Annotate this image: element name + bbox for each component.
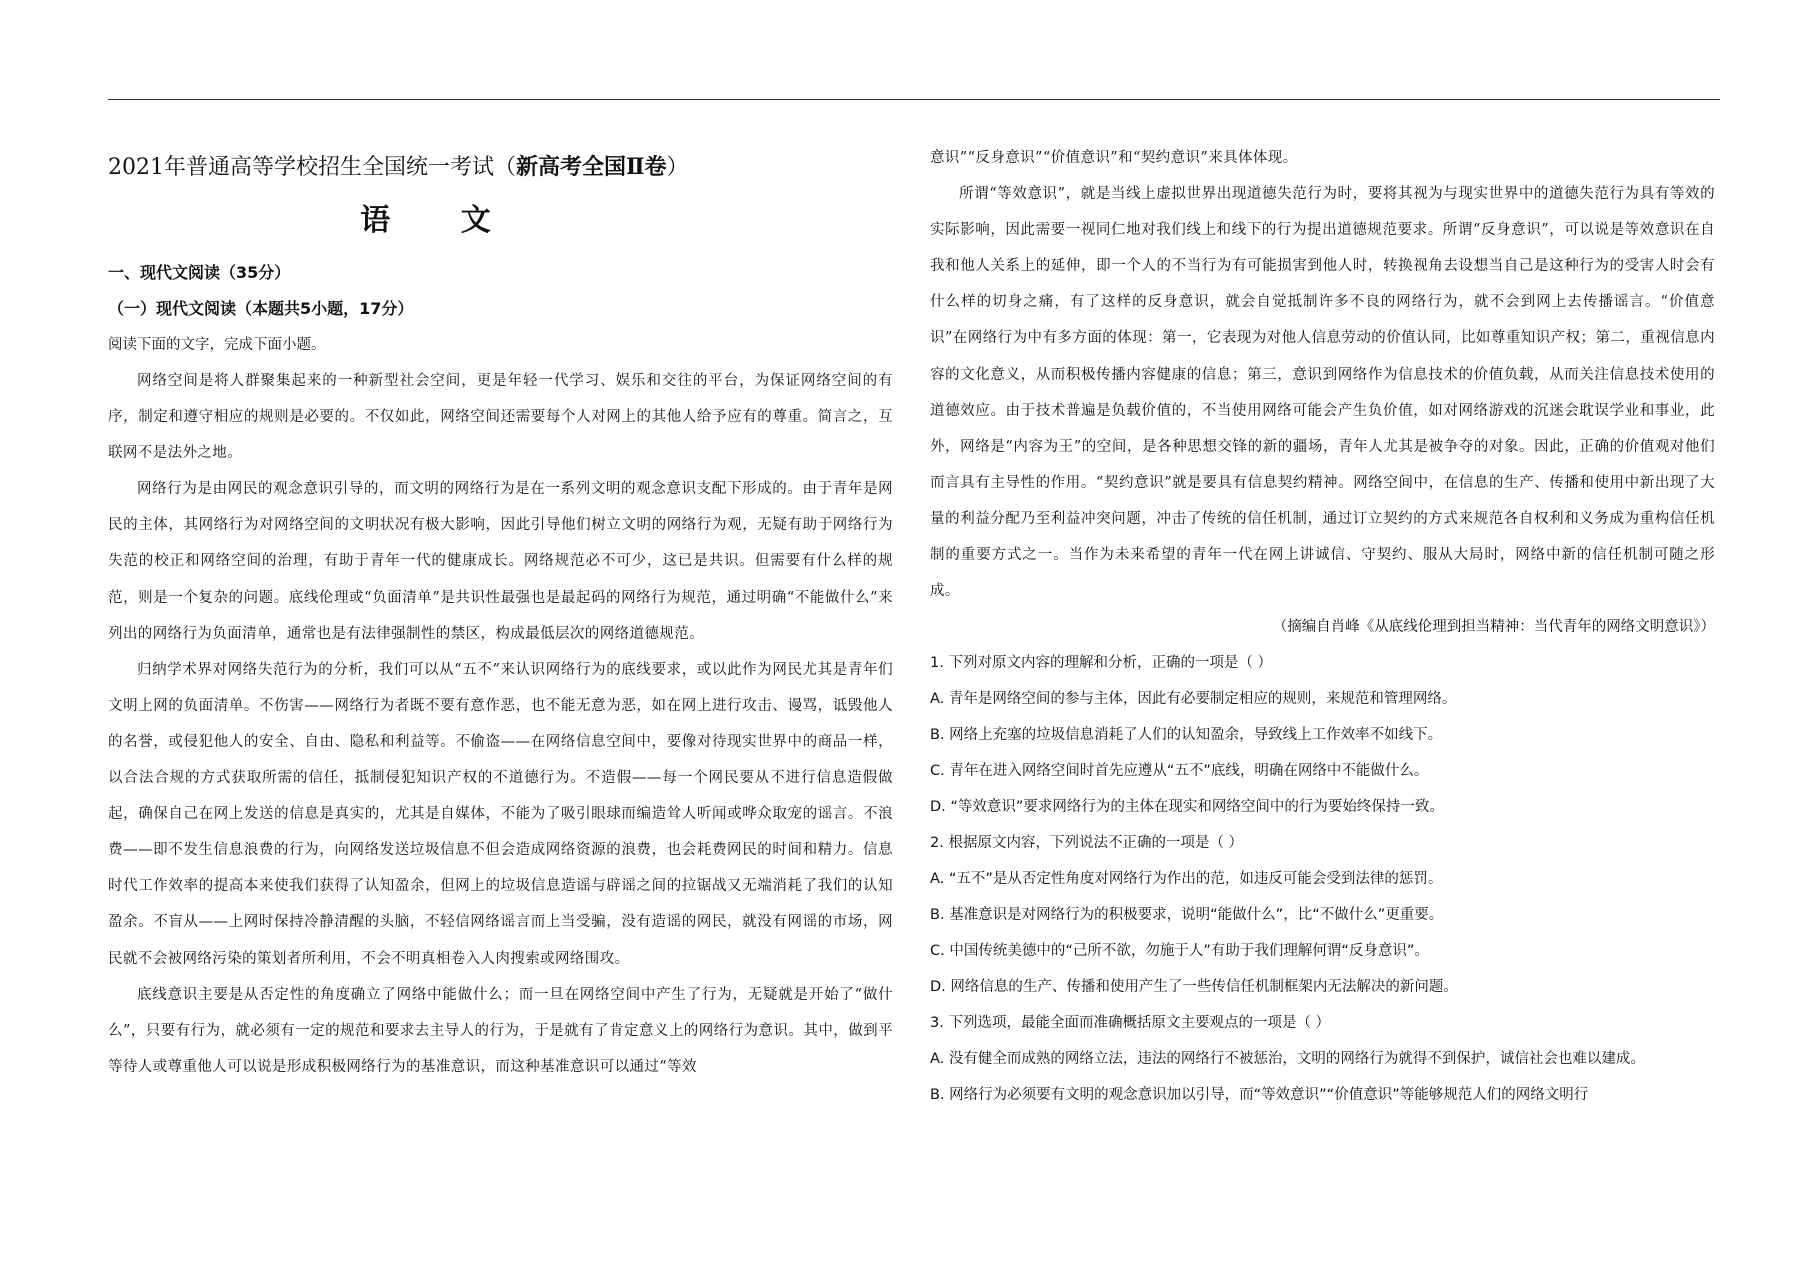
passage-paragraph: 底线意识主要是从否定性的角度确立了网络中能做什么；而一旦在网络空间中产生了行为，无疑就是开始了“做什么”，只要有行为，就必须有一定的规范和要求去主导人的行为，于是就有了肯定意义上的网络行为意识。其中，做到平等待人或尊重他人可以说是形成积极网络行为的基准意识，而这种基准意识可以通过“等效	[108, 986, 893, 1075]
passage-paragraph: 所谓“等效意识”，就是当线上虚拟世界出现道德失范行为时，要将其视为与现实世界中的道德失范行为具有等效的实际影响，因此需要一视同仁地对我们线上和线下的行为提出道德规范要求。所谓“反身意识”，可以说是等效意识在自我和他人关系上的延伸，即一个人的不当行为有可能损害到他人时，转换视角去设想当自己是这种行为的受害人时会有什么样的切身之痛，有了这样的反身意识，就会自觉抵制许多不良的网络行为，就不会到网上去传播谣言。“价值意识”在网络行为中有多方面的体现：第一，它表现为对他人信息劳动的价值认同，比如尊重知识产权；第二，重视信息内容的文化意义，从而积极传播内容健康的信息；第三，意识到网络作为信息技术的价值负载，从而关注信息技术使用的道德效应。由于技术普遍是负载价值的，不当使用网络可能会产生负价值，如对网络游戏的沉迷会耽误学业和事业，此外，网络是“内容为王”的空间，是各种思想交锋的新的疆场，青年人尤其是被争夺的对象。因此，正确的价值观对他们而言具有主导性的作用。“契约意识”就是要具有信息契约精神。网络空间中，在信息的生产、传播和使用中新出现了大量的利益分配乃至利益冲突问题，冲击了传统的信任机制，通过订立契约的方式来规范各自权利和义务成为重构信任机制的重要方式之一。当作为未来希望的青年一代在网上讲诚信、守契约、服从大局时，网络中新的信任机制可随之形成。	[930, 186, 1715, 600]
passage-paragraph: 归纳学术界对网络失范行为的分析，我们可以从“五不”来认识网络行为的底线要求，或以此作为网民尤其是青年们文明上网的负面清单。不伤害——网络行为者既不要有意作恶，也不能无意为恶，如在网上进行攻击、谩骂，诋毁他人的名誉，或侵犯他人的安全、自由、隐私和利益等。不偷盗——在网络信息空间中，要像对待现实世界中的商品一样，以合法合规的方式获取所需的信任，抵制侵犯知识产权的不道德行为。不造假——每一个网民要从不进行信息造假做起，确保自己在网上发送的信息是真实的，尤其是自媒体，不能为了吸引眼球而编造耸人听闻或哗众取宠的谣言。不浪费——即不发生信息浪费的行为，向网络发送垃圾信息不但会造成网络资源的浪费，也会耗费网民的时间和精力。信息时代工作效率的提高本来使我们获得了认知盈余，但网上的垃圾信息造谣与辟谣之间的拉锯战又无端消耗了我们的认知盈余。不盲从——上网时保持冷静清醒的头脑，不轻信网络谣言而上当受骗，没有造谣的网民，就没有网谣的市场，网民就不会被网络污染的策划者所利用，不会不明真相卷入人肉搜索或网络围攻。	[108, 661, 893, 967]
exam-title	[108, 148, 893, 187]
subsection-heading: （一）现代文阅读（本题共5小题，17分）	[108, 299, 414, 318]
question-stem: 3. 下列选项，最能全面而准确概括原文主要观点的一项是（ ）	[930, 1015, 1331, 1032]
question-stem: 1. 下列对原文内容的理解和分析，正确的一项是（ ）	[930, 655, 1273, 672]
question-stem: 2. 根据原文内容，下列说法不正确的一项是（ ）	[930, 835, 1244, 852]
question-option: C. 青年在进入网络空间时首先应遵从“五不”底线，明确在网络中不能做什么。	[930, 763, 1429, 780]
question-option: D. 网络信息的生产、传播和使用产生了一些传信任机制框架内无法解决的新问题。	[930, 979, 1458, 996]
subject-title: 语 文	[360, 203, 521, 238]
question-option: B. 网络行为必须要有文明的观念意识加以引导，而“等效意识”“价值意识”等能够规范人们的网络文明行	[930, 1087, 1589, 1104]
section-heading: 一、现代文阅读（35分）	[108, 263, 291, 282]
question-option: A. 青年是网络空间的参与主体，因此有必要制定相应的规则，来规范和管理网络。	[930, 691, 1457, 708]
question-option: A. “五不”是从否定性角度对网络行为作出的范，如违反可能会受到法律的惩罚。	[930, 871, 1443, 888]
passage-paragraph: 意识”“反身意识”“价值意识”和“契约意识”来具体体现。	[930, 150, 1298, 166]
question-option: C. 中国传统美德中的“己所不欲，勿施于人”有助于我们理解何谓“反身意识”。	[930, 943, 1429, 960]
passage-paragraph: 网络行为是由网民的观念意识引导的，而文明的网络行为是在一系列文明的观念意识支配下形成的。由于青年是网民的主体，其网络行为对网络空间的文明状况有极大影响，因此引导他们树立文明的网络行为观，无疑有助于网络行为失范的校正和网络空间的治理，有助于青年一代的健康成长。网络规范必不可少，这已是共识。但需要有什么样的规范，则是一个复杂的问题。底线伦理或“负面清单”是共识性最强也是最起码的网络行为规范，通过明确“不能做什么”来列出的网络行为负面清单，通常也是有法律强制性的禁区，构成最低层次的网络道德规范。	[108, 481, 893, 642]
passage-source: （摘编自肖峰《从底线伦理到担当精神：当代青年的网络文明意识》）	[1272, 619, 1715, 636]
exam-title-bold: 新高考全国Ⅱ卷	[516, 154, 667, 180]
reading-instruction: 阅读下面的文字，完成下面小题。	[108, 337, 326, 353]
exam-title-plain: 2021年普通高等学校招生全国统一考试（	[108, 155, 516, 180]
passage-paragraph: 网络空间是将人群聚集起来的一种新型社会空间，更是年轻一代学习、娱乐和交往的平台，为保证网络空间的有序，制定和遵守相应的规则是必要的。不仅如此，网络空间还需要每个人对网上的其他人给予应有的尊重。简言之，互联网不是法外之地。	[108, 373, 893, 462]
top-rule	[108, 99, 1720, 100]
right-column	[930, 140, 1715, 1113]
question-option: B. 网络上充塞的垃圾信息消耗了人们的认知盈余，导致线上工作效率不如线下。	[930, 727, 1443, 744]
left-column	[108, 140, 893, 1085]
question-option: B. 基准意识是对网络行为的积极要求，说明“能做什么”，比“不做什么”更重要。	[930, 907, 1444, 924]
question-option: A. 没有健全而成熟的网络立法，违法的网络行不被惩治，文明的网络行为就得不到保护，诚信社会也难以建成。	[930, 1051, 1645, 1068]
question-option: D. “等效意识”要求网络行为的主体在现实和网络空间中的行为要始终保持一致。	[930, 799, 1444, 816]
exam-title-close: ）	[666, 155, 689, 180]
